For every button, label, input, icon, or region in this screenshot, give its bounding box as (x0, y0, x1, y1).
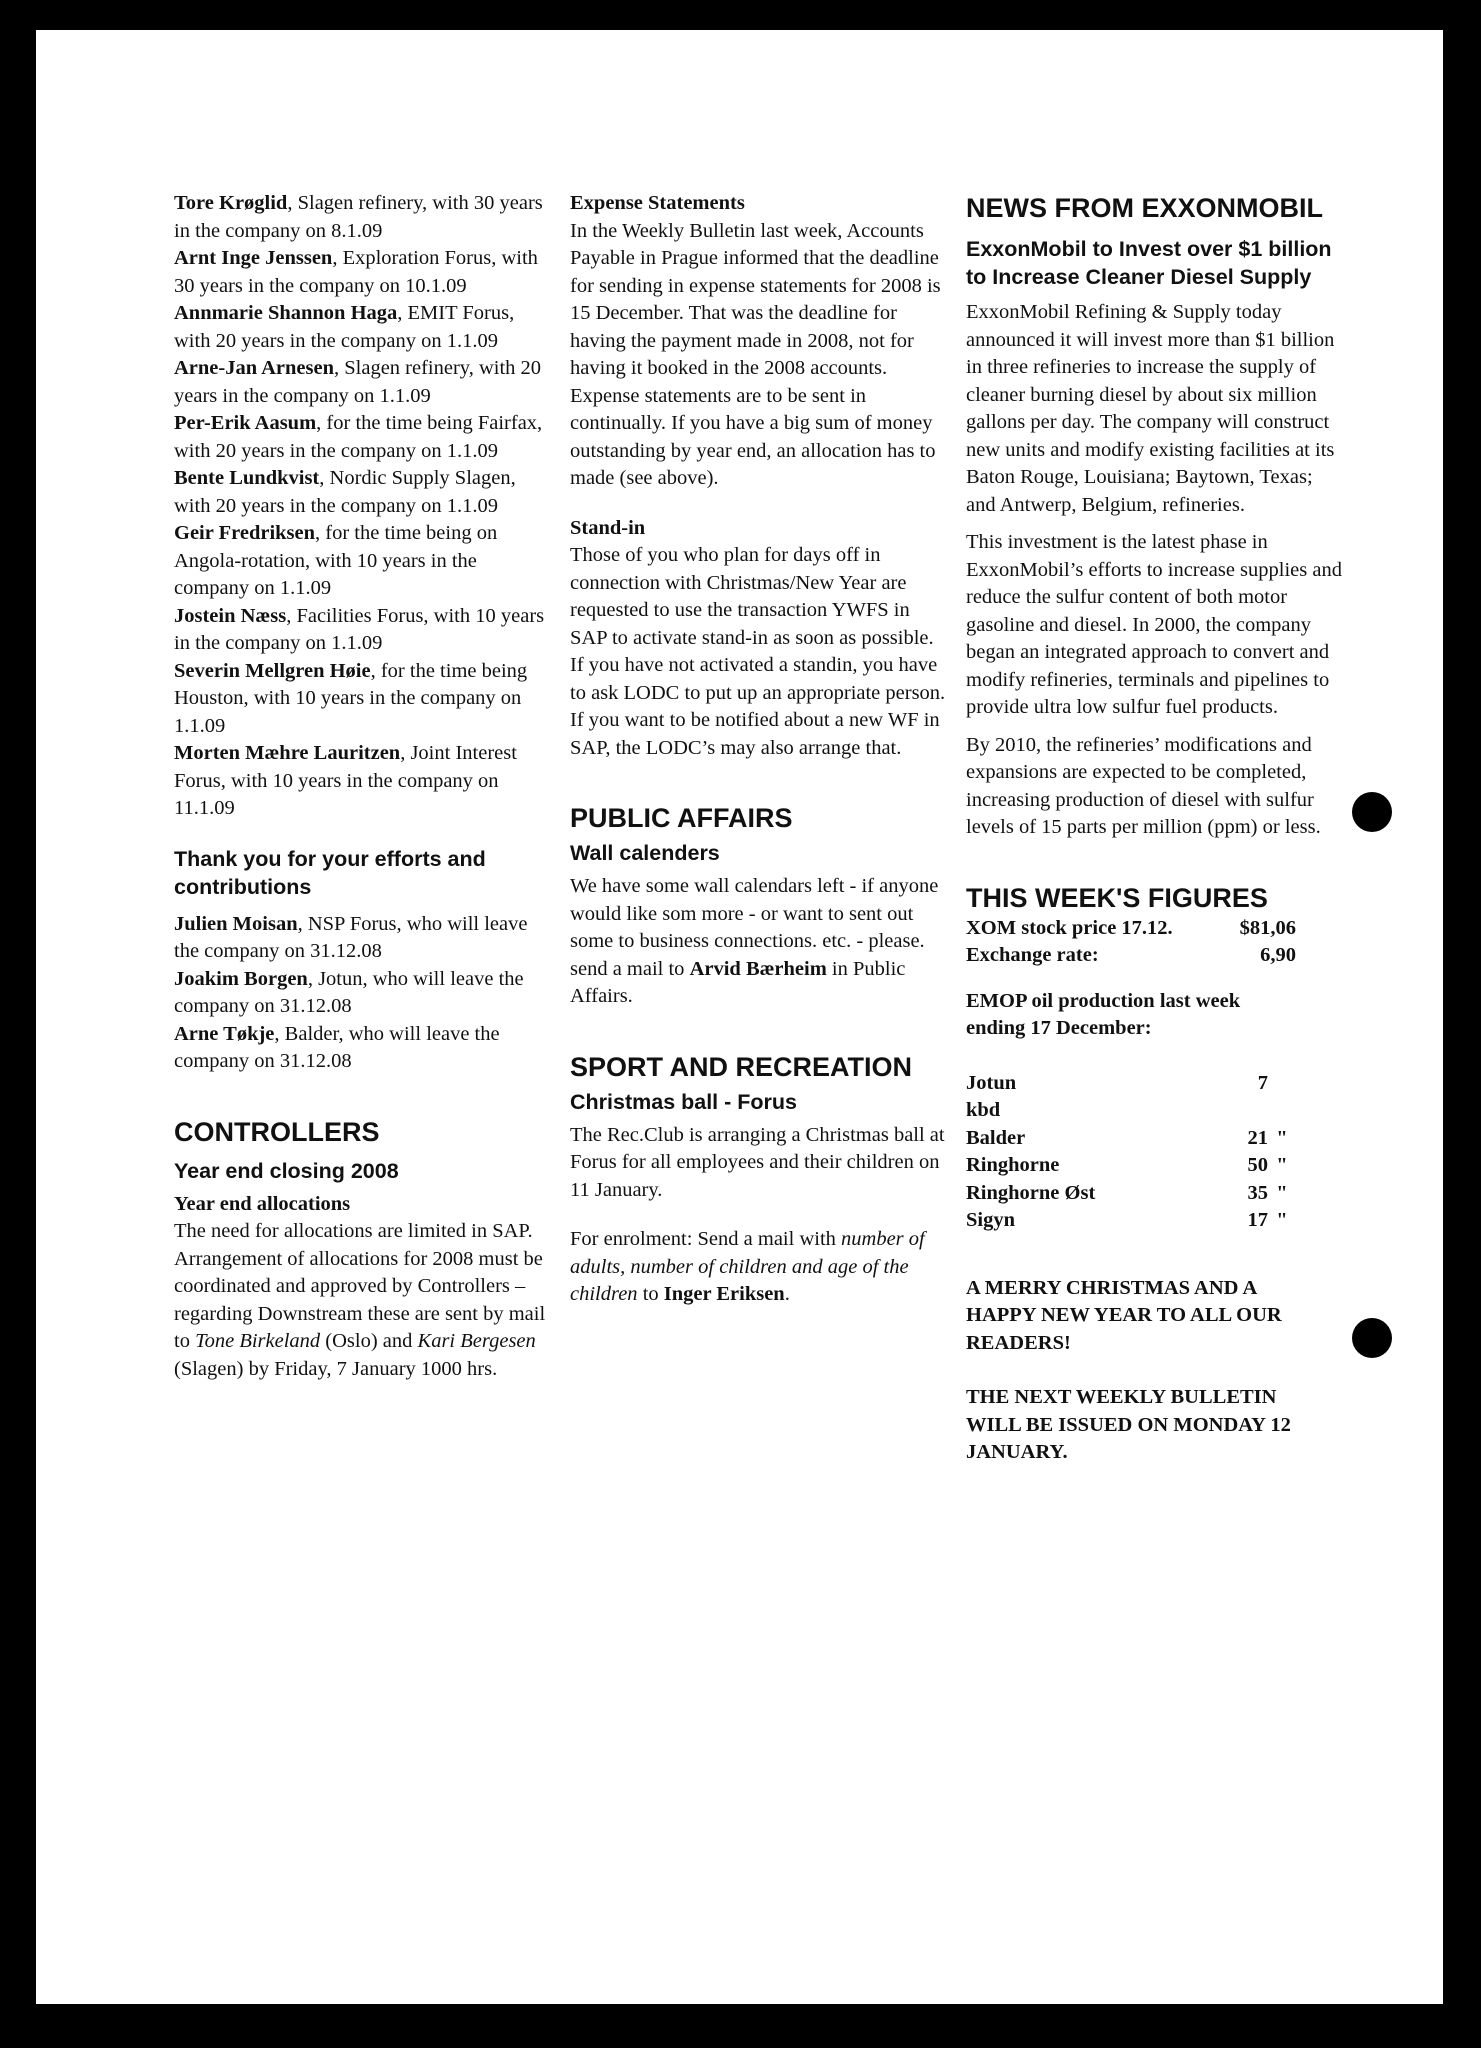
figures-block (966, 915, 1346, 970)
list-item: Tore Krøglid, Slagen refinery, with 30 years in the company on 8.1.09 (174, 192, 543, 242)
list-item: Morten Mæhre Lauritzen, Joint Interest Forus, with 10 years in the company on 11.1.09 (174, 742, 517, 819)
table-row: kbd (966, 1099, 1001, 1121)
production-heading: EMOP oil production last week ending 17 December: (966, 989, 1241, 1039)
ball-text: The Rec.Club is arranging a Christmas ball at Forus for all employees and their children on 11 January. (570, 1123, 945, 1201)
column-3 (966, 192, 1346, 1467)
list-item: Severin Mellgren Høie, for the time being Houston, with 10 years in the company on 1.1.09 (174, 659, 528, 737)
list-item: Annmarie Shannon Haga, EMIT Forus, with 20 years in the company on 1.1.09 (174, 302, 515, 352)
calendars-heading: Wall calenders (570, 841, 720, 865)
list-item: Jostein Næss, Facilities Forus, with 10 years in the company on 1.1.09 (174, 604, 545, 654)
next-issue-notice: THE NEXT WEEKLY BULLETIN WILL BE ISSUED ON MONDAY 12 JANUARY. (966, 1386, 1291, 1463)
standin-text: Those of you who plan for days off in connection with Christmas/New Year are requested to use the transaction YWFS in SAP to activate stand-in as soon as possible. If you have not activated a standin, you have to ask LODC to put up an appropriate person. If you want to be notified about a new WF in SAP, the LODC’s may also arrange that. (570, 544, 946, 759)
thanks-heading: Thank you for your efforts and contributions (174, 846, 486, 899)
column-2 (570, 190, 950, 1309)
table-row: Sigyn 17 " (966, 1209, 1288, 1231)
bulletin-page (36, 30, 1443, 2004)
controllers-heading: CONTROLLERS (174, 1116, 380, 1147)
exchange-row: Exchange rate: 6,90 (966, 944, 1296, 966)
list-item: Bente Lundkvist, Nordic Supply Slagen, with 20 years in the company on 1.1.09 (174, 467, 516, 517)
calendars-text: We have some wall calendars left - if anyone would like som more - or want to sent out some to business connections. etc. - please. send a mail to Arvid Bærheim in Public Affairs. (570, 875, 939, 1007)
list-item: Arne Tøkje, Balder, who will leave the company on 31.12.08 (174, 1022, 500, 1072)
leavers-list (174, 911, 554, 1076)
list-item: Arne-Jan Arnesen, Slagen refinery, with 20 years in the company on 1.1.09 (174, 357, 542, 407)
list-item: Arnt Inge Jenssen, Exploration Forus, with 30 years in the company on 10.1.09 (174, 247, 538, 297)
anniversary-list (174, 190, 554, 823)
list-item: Geir Fredriksen, for the time being on Angola-rotation, with 10 years in the company on 1.1.09 (174, 522, 498, 599)
news-heading: NEWS FROM EXXONMOBIL (966, 193, 1323, 223)
allocations-heading: Year end allocations (174, 1192, 351, 1215)
sport-heading: SPORT AND RECREATION (570, 1051, 913, 1082)
column-1 (174, 190, 554, 1383)
enrol-text: For enrolment: Send a mail with number of adults, number of children and age of the children to Inger Eriksen. (570, 1228, 925, 1305)
list-item: Julien Moisan, NSP Forus, who will leave the company on 31.12.08 (174, 912, 528, 962)
list-item: Joakim Borgen, Jotun, who will leave the company on 31.12.08 (174, 967, 524, 1017)
ball-heading: Christmas ball - Forus (570, 1089, 797, 1114)
figures-heading: THIS WEEK'S FIGURES (966, 882, 1268, 913)
standin-heading: Stand-in (570, 516, 646, 539)
year-end-heading: Year end closing 2008 (174, 1158, 399, 1183)
expense-text: In the Weekly Bulletin last week, Accounts Payable in Prague informed that the deadline for sending in expense statements for 2008 is 15 December. That was the deadline for having the payment made in 2008, not for having it booked in the 2008 accounts. Expense statements are to be sent in continually. If you have a big sum of money outstanding by year end, an allocation has to made (see above). (570, 219, 941, 489)
punch-hole (1352, 1318, 1392, 1358)
table-row: Balder 21 " (966, 1126, 1288, 1149)
list-item: Per-Erik Aasum, for the time being Fairfax, with 20 years in the company on 1.1.09 (174, 412, 543, 462)
table-row: Jotun 7 (966, 1071, 1268, 1094)
table-row: Ringhorne Øst 35 " (966, 1181, 1288, 1204)
news-paragraph-3: By 2010, the refineries’ modifications and expansions are expected to be completed, increasing production of diesel with sulfur levels of 15 parts per million (ppm) or less. (966, 733, 1321, 838)
public-affairs-heading: PUBLIC AFFAIRS (570, 803, 793, 833)
news-paragraph-1: ExxonMobil Refining & Supply today announced it will invest more than $1 billion in three refineries to increase the supply of cleaner burning diesel by about six million gallons per day. The company will construct new units and modify existing facilities at its Baton Rouge, Louisiana; Baytown, Texas; and Antwerp, Belgium, refineries. (966, 301, 1335, 516)
punch-hole (1352, 792, 1392, 832)
news-paragraph-2: This investment is the latest phase in ExxonMobil’s efforts to increase supplies and reduce the sulfur content of both motor gasoline and diesel. In 2000, the company began an integrated approach to convert and modify refineries, terminals and pipelines to provide ultra low sulfur fuel products. (966, 531, 1342, 718)
table-row: Ringhorne 50 " (966, 1154, 1288, 1176)
expense-heading: Expense Statements (570, 192, 745, 214)
production-table (966, 1070, 1346, 1235)
greeting: A MERRY CHRISTMAS AND A HAPPY NEW YEAR TO ALL OUR READERS! (966, 1276, 1282, 1354)
invest-heading: ExxonMobil to Invest over $1 billion to Increase Cleaner Diesel Supply (966, 237, 1332, 289)
allocations-text: The need for allocations are limited in SAP. Arrangement of allocations for 2008 must be coordinated and approved by Controllers – regarding Downstream these are sent by mail to Tone Birkeland (Oslo) and Kari Bergesen (Slagen) by Friday, 7 January 1000 hrs. (174, 1220, 546, 1380)
stock-row: XOM stock price 17.12. $81,06 (966, 916, 1296, 939)
